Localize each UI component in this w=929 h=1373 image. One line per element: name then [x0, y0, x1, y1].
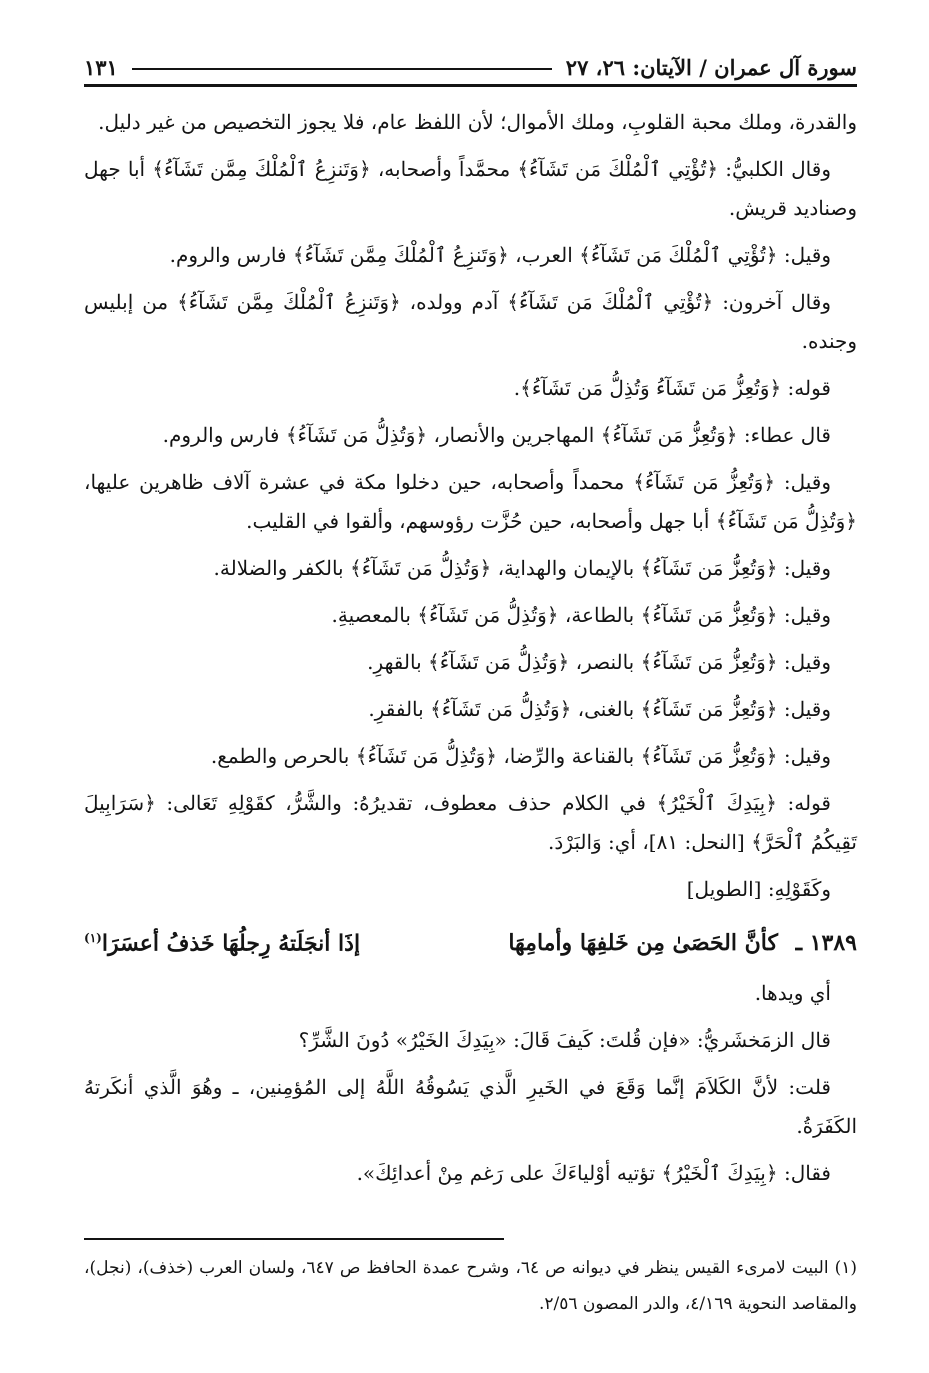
paragraph-kalbi: وقال الكلبيُّ: ﴿تُؤْتِي ٱلْمُلْكَ مَن تَشَآءُ﴾ محمَّداً وأصحابه، ﴿وَتَنزِعُ ٱلْمُلْكَ مِمَّن تَشَآءُ﴾ أبا جهل وصناديد قريش. — [84, 157, 857, 220]
page-number: ١٣١ — [84, 55, 118, 80]
verse-number: ١٣٨٩ ـ — [795, 930, 857, 957]
paragraph-ghina: وقيل: ﴿وَتُعِزُّ مَن تَشَآءُ﴾ بالغنى، ﴿وَتُذِلُّ مَن تَشَآءُ﴾ بالفقرِ. — [368, 697, 831, 721]
paragraph-ata: قال عطاء: ﴿وَتُعِزُّ مَن تَشَآءُ﴾ المهاجرين والأنصار، ﴿وَتُذِلُّ مَن تَشَآءُ﴾ فارس والروم. — [162, 423, 831, 447]
paragraph-arab: وقيل: ﴿تُؤْتِي ٱلْمُلْكَ مَن تَشَآءُ﴾ العرب، ﴿وَتَنزِعُ ٱلْمُلْكَ مِمَّن تَشَآءُ﴾ فارس والروم. — [169, 243, 831, 267]
paragraph-zamakhshari: قال الزمَخشَريُّ: «فإن قُلتَ: كَيفَ قَالَ: «بِيَدِكَ الخَيْرُ» دُونَ الشَّرِّ؟ — [298, 1028, 831, 1053]
paragraph-makkah: وقيل: ﴿وَتُعِزُّ مَن تَشَآءُ﴾ محمداً وأصحابه، حين دخلوا مكة في عشرة آلاف ظاهرين عليها، ﴿وَتُذِلُّ مَن تَشَآءُ﴾ أبا جهل وأصحابه، حين حُزَّت رؤوسهم، وألقوا في القليب. — [84, 470, 857, 533]
footnote-rule — [84, 1238, 504, 1240]
body-text — [84, 103, 857, 1193]
paragraph-meter: وكَقَوْلِهِ: [الطويل] — [686, 877, 831, 901]
footnote-1: (١) البيت لامرىء القيس ينظر في ديوانه ص ٦٤، وشرح عمدة الحافظ ص ٦٤٧، ولسان العرب (خذف)، (نجل)، والمقاصد النحوية ٤/١٦٩، والدر المصون ٢/٥٦. — [84, 1258, 857, 1314]
paragraph-faqala: فقال: ﴿بِيَدِكَ ٱلْخَيْرُ﴾ تؤتيه أوْلياءَكَ على رَغم مِنْ أعدائِكَ». — [356, 1161, 831, 1186]
paragraph-1: والقدرة، وملك محبة القلوبِ، وملك الأموال؛ لأن اللفظ عام، فلا يجوز التخصيص من غير دليل. — [98, 110, 857, 134]
verse-second-half — [84, 917, 360, 964]
paragraph-nasr: وقيل: ﴿وَتُعِزُّ مَن تَشَآءُ﴾ بالنصر، ﴿وَتُذِلُّ مَن تَشَآءُ﴾ بالقهرِ. — [367, 650, 831, 674]
footnotes — [84, 1238, 857, 1322]
paragraph-qultu: قلت: لأنَّ الكَلاَمَ إنَّما وَقَعَ في الخَيرِ الَّذي يَسُوقُهُ اللَّهُ إلى المُؤمِنين، ـ وهُوَ الَّذي أنكَرتهُ الكَفَرَةُ. — [84, 1075, 857, 1139]
verse-second-hemistich: إذَا أنجَلَتهُ رِجلُهَا خَذفُ أعسَرَا — [101, 930, 361, 957]
paragraph-taa: وقيل: ﴿وَتُعِزُّ مَن تَشَآءُ﴾ بالطاعة، ﴿وَتُذِلُّ مَن تَشَآءُ﴾ بالمعصيةِ. — [331, 603, 831, 627]
verse-first-hemistich: كأنَّ الحَصَىٰ مِن خَلفِهَا وأمامِهَا — [508, 930, 778, 957]
running-header — [84, 38, 857, 87]
paragraph-iman: وقيل: ﴿وَتُعِزُّ مَن تَشَآءُ﴾ بالإيمان والهداية، ﴿وَتُذِلُّ مَن تَشَآءُ﴾ بالكفر والضلالة. — [213, 556, 831, 580]
paragraph-yad: أي ويدها. — [754, 981, 831, 1006]
header-rule — [132, 68, 552, 70]
paragraph-qawluhu-1: قوله: ﴿وَتُعِزُّ مَن تَشَآءُ وَتُذِلُّ مَن تَشَآءُ﴾. — [513, 376, 831, 400]
paragraph-qanaa: وقيل: ﴿وَتُعِزُّ مَن تَشَآءُ﴾ بالقناعة والرِّضا، ﴿وَتُذِلُّ مَن تَشَآءُ﴾ بالحرص والطمع. — [210, 744, 831, 768]
poetry-verse — [84, 917, 857, 964]
footnote-ref[interactable]: (١) — [84, 931, 102, 945]
paragraph-adam: وقال آخرون: ﴿تُؤْتِي ٱلْمُلْكَ مَن تَشَآءُ﴾ آدم وولده، ﴿وَتَنزِعُ ٱلْمُلْكَ مِمَّن تَشَآءُ﴾ من إبليس وجنده. — [84, 290, 857, 353]
paragraph-qawluhu-2: قوله: ﴿بِيَدِكَ ٱلْخَيْرُ﴾ في الكلام حذف معطوف، تقديرُهُ: والشَّرُّ، كقَوْلِهِ تَعَالى: ﴿سَرَابِيلَ تَقِيكُمُ ٱلْحَرَّ﴾ [النحل: ٨١]، أي: وَالبَرْدَ. — [84, 791, 857, 854]
verse-first-half — [508, 922, 857, 964]
surah-title: سورة آل عمران / الآيتان: ٢٦، ٢٧ — [565, 55, 857, 80]
